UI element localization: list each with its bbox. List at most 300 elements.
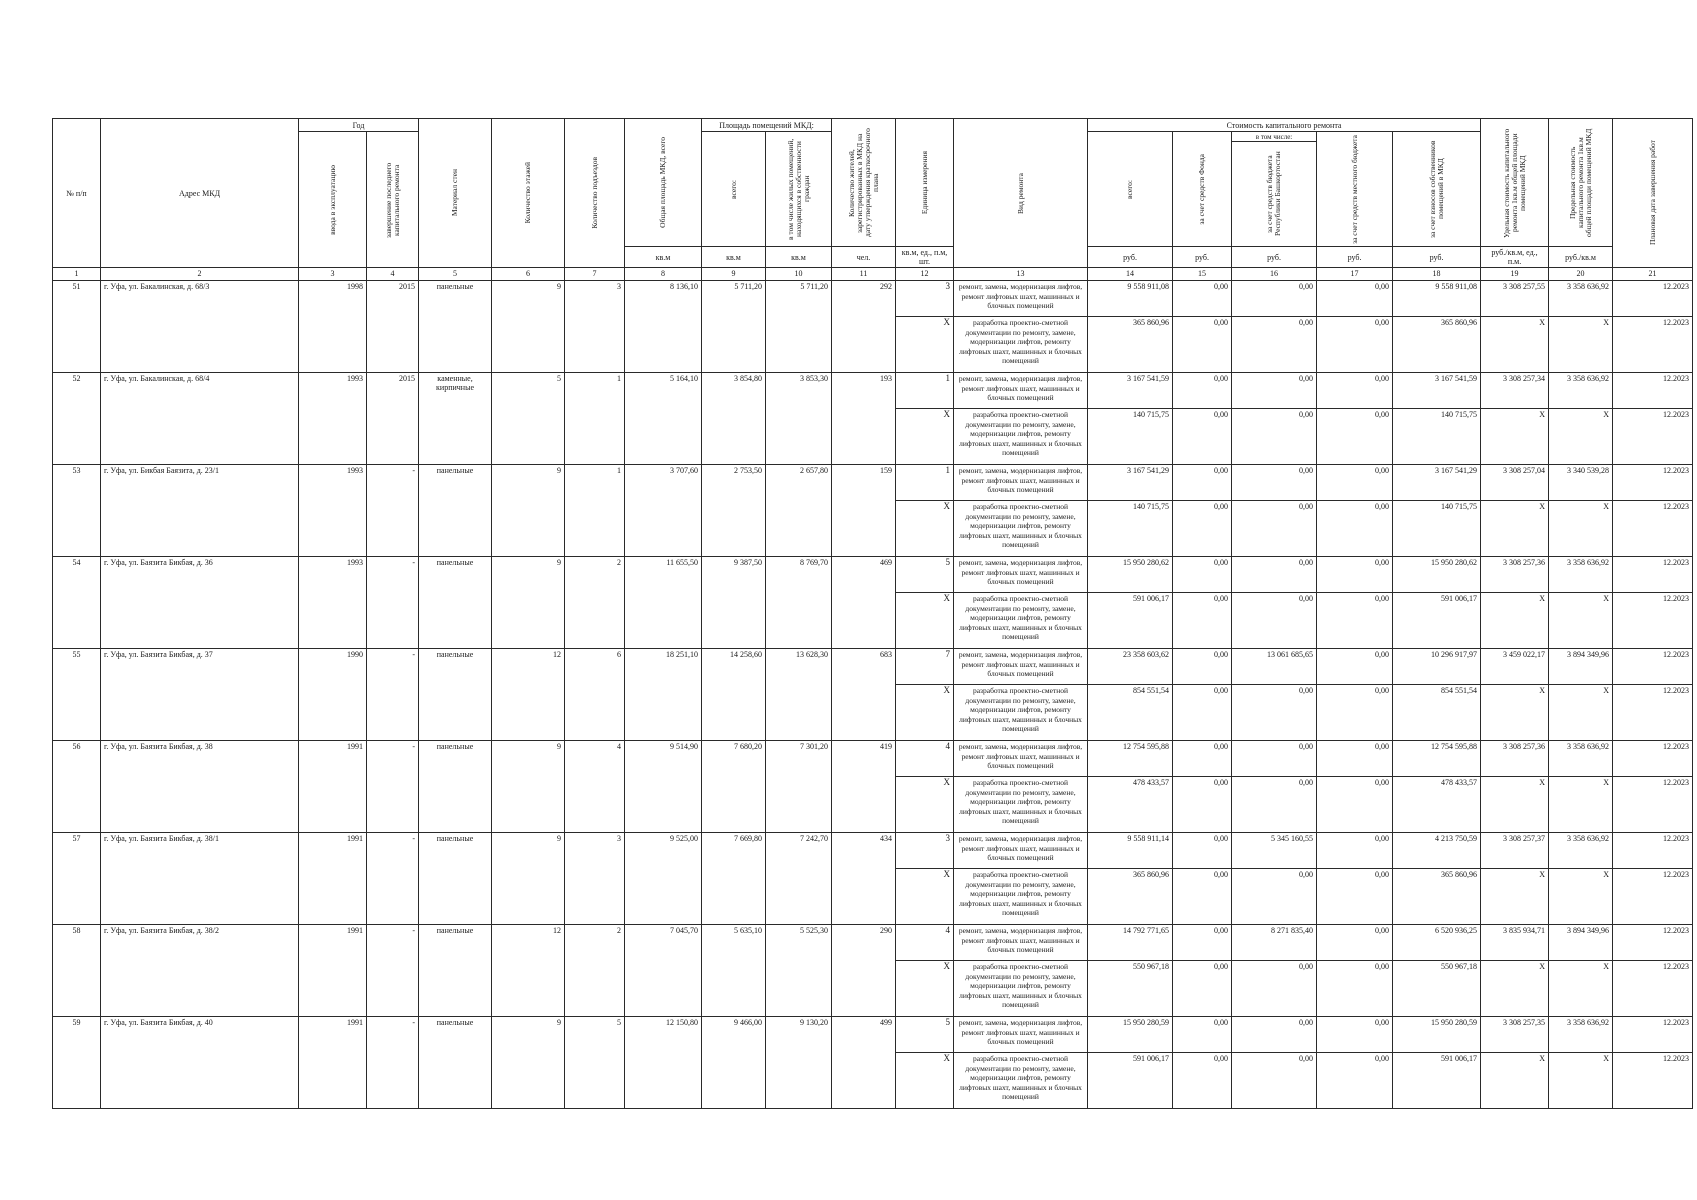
cost-owners: 3 167 541,29 [1393,465,1481,501]
plan-date: 12.2023 [1613,961,1693,1017]
premises-all: 9 466,00 [702,1017,766,1109]
year-repair: - [367,649,419,741]
cost-fund: 0,00 [1173,465,1232,501]
col-number: 17 [1317,268,1393,281]
unit-cost: 3 308 257,34 [1481,373,1549,409]
year-built: 1991 [299,741,367,833]
col-number: 4 [367,268,419,281]
limit-cost: 3 358 636,92 [1549,833,1613,869]
cost-republic: 0,00 [1232,593,1317,649]
total-area: 3 707,60 [625,465,702,557]
table-row [53,925,1693,961]
col-number: 18 [1393,268,1481,281]
work-type: ремонт, замена, модернизация лифтов, ремонт лифтовых шахт, машинных и блочных помещений [954,465,1088,501]
cost-owners: 15 950 280,59 [1393,1017,1481,1053]
unit-cost: 3 308 257,04 [1481,465,1549,501]
cost-owners: 15 950 280,62 [1393,557,1481,593]
measure-unit: 7 [896,649,954,685]
year-repair: - [367,833,419,925]
work-type: разработка проектно-сметной документации по ремонту, замене, модернизации лифтов, ремонту лифтовых шахт, машинных и блочных помещений [954,501,1088,557]
cost-owners: 140 715,75 [1393,501,1481,557]
col-number: 7 [565,268,625,281]
cost-local: 0,00 [1317,281,1393,317]
year-built: 1993 [299,557,367,649]
residents: 419 [832,741,896,833]
total-area: 5 164,10 [625,373,702,465]
entrances: 4 [565,741,625,833]
cost-republic: 0,00 [1232,1017,1317,1053]
work-type: разработка проектно-сметной документации по ремонту, замене, модернизации лифтов, ремонту лифтовых шахт, машинных и блочных помещений [954,869,1088,925]
wall-material: панельные [419,649,492,741]
cost-local: 0,00 [1317,501,1393,557]
plan-date: 12.2023 [1613,833,1693,869]
limit-cost: X [1549,869,1613,925]
residents: 193 [832,373,896,465]
unit-cost: 3 308 257,37 [1481,833,1549,869]
premises-residential: 3 853,30 [766,373,832,465]
year-repair: 2015 [367,373,419,465]
header-entrances: Количество подъездов [565,119,625,268]
header-premises-residential: в том числе жилых помещений, находящихся в собственности граждан [766,132,832,247]
premises-residential: 13 628,30 [766,649,832,741]
measure-unit: 5 [896,557,954,593]
plan-date: 12.2023 [1613,557,1693,593]
cost-total: 140 715,75 [1088,409,1173,465]
limit-cost: X [1549,593,1613,649]
col-number: 10 [766,268,832,281]
cost-owners: 550 967,18 [1393,961,1481,1017]
work-type: разработка проектно-сметной документации по ремонту, замене, модернизации лифтов, ремонту лифтовых шахт, машинных и блочных помещений [954,409,1088,465]
cost-owners: 365 860,96 [1393,317,1481,373]
cost-total: 365 860,96 [1088,869,1173,925]
table-row [53,1017,1693,1053]
year-built: 1991 [299,833,367,925]
premises-all: 5 635,10 [702,925,766,1017]
cost-owners: 10 296 917,97 [1393,649,1481,685]
measure-unit: X [896,961,954,1017]
residents: 434 [832,833,896,925]
work-type: ремонт, замена, модернизация лифтов, ремонт лифтовых шахт, машинных и блочных помещений [954,281,1088,317]
limit-cost: 3 358 636,92 [1549,373,1613,409]
measure-unit: 1 [896,373,954,409]
year-repair: - [367,741,419,833]
header-work-type: Вид ремонта [954,119,1088,268]
header-unit-cost: Удельная стоимость капитального ремонта 1кв.м общей площади помещений МКД [1481,119,1549,247]
premises-residential: 2 657,80 [766,465,832,557]
table-row [53,649,1693,685]
unit-cost: X [1481,685,1549,741]
row-number: 51 [53,281,101,373]
col-number: 19 [1481,268,1549,281]
cost-total: 23 358 603,62 [1088,649,1173,685]
year-repair: - [367,557,419,649]
year-built: 1993 [299,465,367,557]
unit-cost: X [1481,869,1549,925]
unit-cost-total: руб. [1088,247,1173,268]
cost-owners: 9 558 911,08 [1393,281,1481,317]
col-number: 8 [625,268,702,281]
address: г. Уфа, ул. Бакалинская, д. 68/3 [101,281,299,373]
work-type: ремонт, замена, модернизация лифтов, ремонт лифтовых шахт, машинных и блочных помещений [954,557,1088,593]
entrances: 1 [565,465,625,557]
cost-republic: 5 345 160,55 [1232,833,1317,869]
table-row [53,741,1693,777]
unit-cost-republic: руб. [1232,247,1317,268]
cost-owners: 12 754 595,88 [1393,741,1481,777]
cost-total: 591 006,17 [1088,1053,1173,1109]
cost-fund: 0,00 [1173,925,1232,961]
header-year-group: Год [299,119,419,132]
cost-local: 0,00 [1317,685,1393,741]
cost-fund: 0,00 [1173,649,1232,685]
cost-fund: 0,00 [1173,317,1232,373]
col-number: 3 [299,268,367,281]
cost-total: 550 967,18 [1088,961,1173,1017]
capital-repair-sheet [52,118,1692,1106]
year-built: 1998 [299,281,367,373]
unit-residents: чел. [832,247,896,268]
cost-fund: 0,00 [1173,501,1232,557]
unit-premises-res: кв.м [766,247,832,268]
plan-date: 12.2023 [1613,925,1693,961]
total-area: 7 045,70 [625,925,702,1017]
col-number: 5 [419,268,492,281]
cost-fund: 0,00 [1173,409,1232,465]
header-cost-republic: в том числе: за счет средств бюджета Республики Башкортостан [1232,132,1317,247]
header-premises-group: Площадь помещений МКД: [702,119,832,132]
premises-all: 14 258,60 [702,649,766,741]
entrances: 2 [565,925,625,1017]
residents: 159 [832,465,896,557]
measure-unit: 3 [896,833,954,869]
cost-local: 0,00 [1317,869,1393,925]
measure-unit: X [896,685,954,741]
header-cost-group: Стоимость капитального ремонта [1088,119,1481,132]
wall-material: панельные [419,465,492,557]
cost-total: 591 006,17 [1088,593,1173,649]
header-year-commission: ввода в эксплуатацию [299,132,367,268]
work-type: разработка проектно-сметной документации по ремонту, замене, модернизации лифтов, ремонту лифтовых шахт, машинных и блочных помещений [954,777,1088,833]
total-area: 9 525,00 [625,833,702,925]
limit-cost: X [1549,961,1613,1017]
header-cost-local: за счет средств местного бюджета [1317,132,1393,247]
unit-cost-owners: руб. [1393,247,1481,268]
work-type: разработка проектно-сметной документации по ремонту, замене, модернизации лифтов, ремонту лифтовых шахт, машинных и блочных помещений [954,1053,1088,1109]
cost-total: 3 167 541,29 [1088,465,1173,501]
table-row [53,281,1693,317]
cost-fund: 0,00 [1173,593,1232,649]
cost-total: 14 792 771,65 [1088,925,1173,961]
entrances: 3 [565,833,625,925]
premises-residential: 7 301,20 [766,741,832,833]
cost-owners: 4 213 750,59 [1393,833,1481,869]
premises-all: 9 387,50 [702,557,766,649]
limit-cost: 3 358 636,92 [1549,1017,1613,1053]
table-header [53,119,1693,281]
cost-republic: 0,00 [1232,685,1317,741]
cost-fund: 0,00 [1173,869,1232,925]
unit-cost: X [1481,501,1549,557]
plan-date: 12.2023 [1613,741,1693,777]
limit-cost: X [1549,317,1613,373]
row-number: 53 [53,465,101,557]
premises-residential: 5 525,30 [766,925,832,1017]
premises-all: 7 680,20 [702,741,766,833]
cost-owners: 6 520 936,25 [1393,925,1481,961]
header-unit: Единица измерения [896,119,954,247]
cost-local: 0,00 [1317,741,1393,777]
header-address: Адрес МКД [101,119,299,268]
address: г. Уфа, ул. Баязита Бикбая, д. 37 [101,649,299,741]
unit-limit-cost: руб./кв.м [1549,247,1613,268]
cost-total: 140 715,75 [1088,501,1173,557]
work-type: разработка проектно-сметной документации по ремонту, замене, модернизации лифтов, ремонту лифтовых шахт, машинных и блочных помещений [954,317,1088,373]
measure-unit: X [896,869,954,925]
col-number: 11 [832,268,896,281]
cost-owners: 3 167 541,59 [1393,373,1481,409]
year-repair: - [367,925,419,1017]
cost-republic: 0,00 [1232,281,1317,317]
row-number: 55 [53,649,101,741]
cost-owners: 140 715,75 [1393,409,1481,465]
measure-unit: X [896,1053,954,1109]
measure-unit: 4 [896,741,954,777]
cost-owners: 591 006,17 [1393,1053,1481,1109]
total-area: 9 514,90 [625,741,702,833]
plan-date: 12.2023 [1613,465,1693,501]
address: г. Уфа, ул. Баязита Бикбая, д. 38 [101,741,299,833]
unit-cost: X [1481,593,1549,649]
year-repair: 2015 [367,281,419,373]
entrances: 2 [565,557,625,649]
cost-total: 12 754 595,88 [1088,741,1173,777]
entrances: 1 [565,373,625,465]
cost-republic: 0,00 [1232,501,1317,557]
cost-republic: 0,00 [1232,317,1317,373]
cost-republic: 0,00 [1232,373,1317,409]
cost-fund: 0,00 [1173,1017,1232,1053]
cost-fund: 0,00 [1173,741,1232,777]
measure-unit: 3 [896,281,954,317]
year-built: 1991 [299,1017,367,1109]
cost-republic: 13 061 685,65 [1232,649,1317,685]
limit-cost: X [1549,501,1613,557]
unit-cost: 3 308 257,36 [1481,741,1549,777]
premises-all: 7 669,80 [702,833,766,925]
year-repair: - [367,465,419,557]
cost-owners: 854 551,54 [1393,685,1481,741]
cost-total: 3 167 541,59 [1088,373,1173,409]
measure-unit: X [896,777,954,833]
limit-cost: X [1549,1053,1613,1109]
cost-total: 365 860,96 [1088,317,1173,373]
row-number: 52 [53,373,101,465]
col-number: 16 [1232,268,1317,281]
col-number: 13 [954,268,1088,281]
limit-cost: 3 358 636,92 [1549,741,1613,777]
floors: 9 [492,1017,565,1109]
header-premises-all: всего: [702,132,766,247]
residents: 469 [832,557,896,649]
limit-cost: 3 894 349,96 [1549,649,1613,685]
cost-total: 15 950 280,62 [1088,557,1173,593]
work-type: ремонт, замена, модернизация лифтов, ремонт лифтовых шахт, машинных и блочных помещений [954,833,1088,869]
work-type: ремонт, замена, модернизация лифтов, ремонт лифтовых шахт, машинных и блочных помещений [954,925,1088,961]
header-floors: Количество этажей [492,119,565,268]
cost-fund: 0,00 [1173,833,1232,869]
col-number: 1 [53,268,101,281]
plan-date: 12.2023 [1613,1017,1693,1053]
cost-republic: 0,00 [1232,777,1317,833]
floors: 9 [492,281,565,373]
capital-repair-table [52,118,1693,1109]
unit-cost: X [1481,961,1549,1017]
unit-cost-local: руб. [1317,247,1393,268]
table-row [53,373,1693,409]
plan-date: 12.2023 [1613,1053,1693,1109]
residents: 292 [832,281,896,373]
header-cost-fund: за счет средств Фонда [1173,132,1232,247]
unit-unit-cost: руб./кв.м, ед., п.м. [1481,247,1549,268]
measure-unit: X [896,593,954,649]
header-cost-owners: за счет взносов собственников помещений в МКД [1393,132,1481,247]
work-type: ремонт, замена, модернизация лифтов, ремонт лифтовых шахт, машинных и блочных помещений [954,649,1088,685]
plan-date: 12.2023 [1613,685,1693,741]
address: г. Уфа, ул. Бикбая Баязита, д. 23/1 [101,465,299,557]
cost-republic: 8 271 835,40 [1232,925,1317,961]
floors: 12 [492,649,565,741]
measure-unit: X [896,409,954,465]
cost-local: 0,00 [1317,317,1393,373]
row-number: 58 [53,925,101,1017]
cost-fund: 0,00 [1173,557,1232,593]
address: г. Уфа, ул. Баязита Бикбая, д. 36 [101,557,299,649]
cost-fund: 0,00 [1173,961,1232,1017]
unit-total-area: кв.м [625,247,702,268]
cost-local: 0,00 [1317,373,1393,409]
col-number: 2 [101,268,299,281]
col-number: 21 [1613,268,1693,281]
measure-unit: X [896,317,954,373]
limit-cost: 3 358 636,92 [1549,557,1613,593]
year-built: 1990 [299,649,367,741]
year-built: 1991 [299,925,367,1017]
cost-local: 0,00 [1317,1017,1393,1053]
plan-date: 12.2023 [1613,281,1693,317]
entrances: 3 [565,281,625,373]
year-repair: - [367,1017,419,1109]
cost-fund: 0,00 [1173,373,1232,409]
unit-cost: 3 308 257,35 [1481,1017,1549,1053]
cost-republic: 0,00 [1232,741,1317,777]
wall-material: панельные [419,1017,492,1109]
column-numbers-row [53,268,1693,281]
col-number: 14 [1088,268,1173,281]
limit-cost: 3 340 539,28 [1549,465,1613,501]
cost-local: 0,00 [1317,649,1393,685]
wall-material: панельные [419,281,492,373]
limit-cost: X [1549,777,1613,833]
wall-material: панельные [419,833,492,925]
year-built: 1993 [299,373,367,465]
header-wall-material: Материал стен [419,119,492,268]
measure-unit: 1 [896,465,954,501]
col-number: 15 [1173,268,1232,281]
unit-premises-all: кв.м [702,247,766,268]
address: г. Уфа, ул. Бакалинская, д. 68/4 [101,373,299,465]
header-residents: Количество жителей, зарегистрированных в МКД на дату утверждения краткосрочного плана [832,119,896,247]
limit-cost: 3 358 636,92 [1549,281,1613,317]
cost-total: 478 433,57 [1088,777,1173,833]
work-type: разработка проектно-сметной документации по ремонту, замене, модернизации лифтов, ремонту лифтовых шахт, машинных и блочных помещений [954,593,1088,649]
cost-local: 0,00 [1317,1053,1393,1109]
limit-cost: X [1549,685,1613,741]
floors: 9 [492,557,565,649]
unit-cost: X [1481,1053,1549,1109]
residents: 683 [832,649,896,741]
cost-total: 15 950 280,59 [1088,1017,1173,1053]
premises-all: 5 711,20 [702,281,766,373]
header-total-area: Общая площадь МКД, всего [625,119,702,247]
entrances: 5 [565,1017,625,1109]
cost-local: 0,00 [1317,593,1393,649]
cost-republic: 0,00 [1232,1053,1317,1109]
cost-republic: 0,00 [1232,869,1317,925]
header-year-last-repair: завершение последнего капитального ремонта [367,132,419,268]
address: г. Уфа, ул. Баязита Бикбая, д. 38/2 [101,925,299,1017]
unit-cost-fund: руб. [1173,247,1232,268]
plan-date: 12.2023 [1613,501,1693,557]
unit-cost: X [1481,409,1549,465]
plan-date: 12.2023 [1613,373,1693,409]
floors: 9 [492,833,565,925]
unit-cost: 3 459 022,17 [1481,649,1549,685]
plan-date: 12.2023 [1613,869,1693,925]
plan-date: 12.2023 [1613,649,1693,685]
cost-republic: 0,00 [1232,557,1317,593]
unit-cost: 3 835 934,71 [1481,925,1549,961]
entrances: 6 [565,649,625,741]
cost-local: 0,00 [1317,777,1393,833]
plan-date: 12.2023 [1613,777,1693,833]
col-number: 9 [702,268,766,281]
limit-cost: 3 894 349,96 [1549,925,1613,961]
header-incl: в том числе: [1232,133,1316,142]
cost-republic: 0,00 [1232,409,1317,465]
premises-residential: 7 242,70 [766,833,832,925]
cost-owners: 478 433,57 [1393,777,1481,833]
header-limit-cost: Предельная стоимость капитального ремонта 1кв.м общей площади помещений МКД [1549,119,1613,247]
measure-unit: X [896,501,954,557]
cost-local: 0,00 [1317,925,1393,961]
table-row [53,465,1693,501]
premises-residential: 8 769,70 [766,557,832,649]
cost-total: 9 558 911,14 [1088,833,1173,869]
work-type: ремонт, замена, модернизация лифтов, ремонт лифтовых шахт, машинных и блочных помещений [954,741,1088,777]
cost-fund: 0,00 [1173,281,1232,317]
floors: 9 [492,741,565,833]
cost-fund: 0,00 [1173,777,1232,833]
address: г. Уфа, ул. Баязита Бикбая, д. 40 [101,1017,299,1109]
total-area: 11 655,50 [625,557,702,649]
floors: 12 [492,925,565,1017]
unit-cost: X [1481,317,1549,373]
total-area: 8 136,10 [625,281,702,373]
work-type: ремонт, замена, модернизация лифтов, ремонт лифтовых шахт, машинных и блочных помещений [954,373,1088,409]
cost-republic: 0,00 [1232,465,1317,501]
residents: 290 [832,925,896,1017]
unit-cost: X [1481,777,1549,833]
